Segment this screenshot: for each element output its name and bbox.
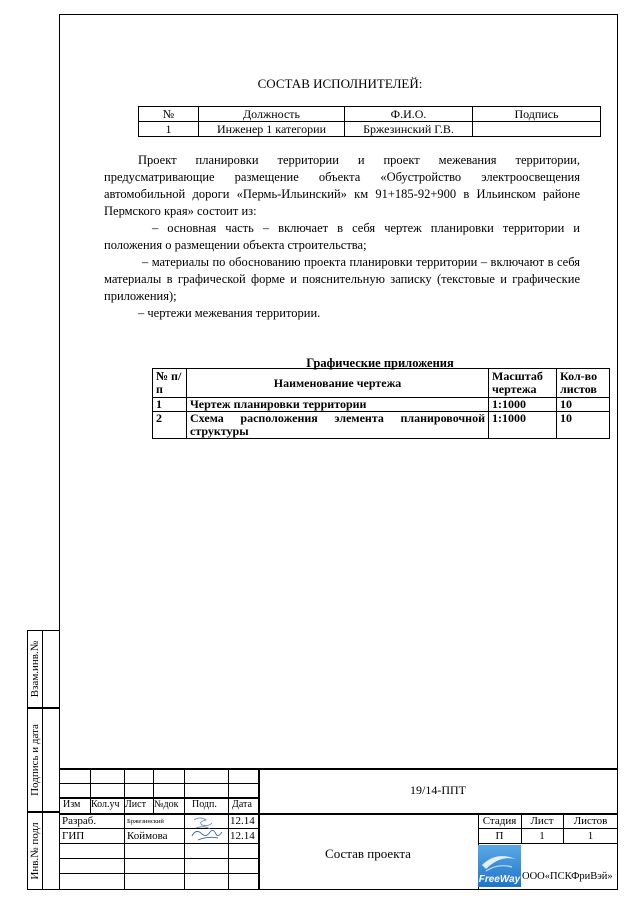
company-name: ООО«ПСКФриВэй» [522,871,613,882]
header-sheet-count: Кол-во листов [557,369,610,398]
stamp-inv-label: Инв.№ подл [29,822,41,880]
cell-sheet-count: 10 [557,398,610,412]
stage-value: П [495,830,504,842]
cell-sheet-count: 10 [557,412,610,439]
table-header-row [139,107,601,122]
col-date: Дата [232,799,252,810]
cell-number: 2 [153,412,187,439]
table-row [153,398,610,412]
paragraph-intro: Проект планировки территории и проект межевания территории, предусматривающие размещение объекта «Обустройство электроосвещения автомобильной дороги «Пермь-Ильинский» км 91+185-92+900 в Ильинском районе Пермского края» состоит из: [104,153,580,218]
logo-swoosh-icon [478,847,521,877]
cell-number: 1 [139,122,199,137]
cell-scale: 1:1000 [489,412,557,439]
signature-scribble [188,814,226,844]
paragraph-drawings: – чертежи межевания территории. [138,306,321,320]
paragraph-main-part: – основная часть – включает в себя чертеж планировки территории и положения о размещении объекта строительства; [104,221,580,252]
company-logo [478,845,521,887]
table-row [139,122,601,137]
col-doc-number: №док [154,799,179,810]
row-name-chief: Коймова [127,830,168,842]
stamp-signature-date [27,708,60,812]
cell-number: 1 [153,398,187,412]
col-list: Лист [125,799,146,810]
appendices-table [152,368,610,439]
project-description [104,152,580,322]
stamp-vzam-inv [27,630,60,708]
row-role-chief: ГИП [62,830,85,842]
header-number: № [139,107,199,122]
stamp-vzam-label: Взам.инв.№ [29,640,41,698]
sheets-header: Листов [573,815,608,827]
sheet-header: Лист [530,815,554,827]
row-date-developer: 12.14 [230,815,255,827]
stamp-inv-podl [27,812,60,890]
header-signature: Подпись [473,107,601,122]
appendices-title: Графические приложения [306,356,454,370]
drawing-frame [59,14,618,890]
row-date-chief: 12.14 [230,830,255,842]
executors-table [138,106,601,137]
row-name-developer: Бржезинский [127,818,164,825]
cell-position: Инженер 1 категории [199,122,345,137]
cell-scale: 1:1000 [489,398,557,412]
document-code: 19/14-ППТ [410,783,466,797]
table-header-row [153,369,610,398]
stamp-signature-label: Подпись и дата [29,724,41,796]
cell-drawing-name: Чертеж планировки территории [187,398,489,412]
sheets-value: 1 [587,830,594,842]
document-name: Состав проекта [325,846,411,861]
table-row [153,412,610,439]
col-signature: Подп. [192,799,217,810]
sheet-value: 1 [539,830,545,842]
header-position: Должность [199,107,345,122]
logo-text: FreeWay [478,874,521,885]
header-drawing-name: Наименование чертежа [187,369,489,398]
stage-header: Стадия [482,815,517,827]
page-title: СОСТАВ ИСПОЛНИТЕЛЕЙ: [257,76,423,91]
cell-name: Бржезинский Г.В. [345,122,473,137]
row-role-developer: Разраб. [62,815,97,827]
col-izm: Изм [63,799,81,810]
col-kol-uch: Кол.уч [91,799,120,810]
cell-signature [473,122,601,137]
header-number: № п/п [153,369,187,398]
cell-drawing-name: Схема расположения элемента планировочной структуры [187,412,489,439]
paragraph-materials: – материалы по обоснованию проекта планировки территории – включают в себя материалы в графической форме и пояснительную записку (текстовые и графические приложения); [104,255,580,303]
header-scale: Масштаб чертежа [489,369,557,398]
header-name: Ф.И.О. [345,107,473,122]
